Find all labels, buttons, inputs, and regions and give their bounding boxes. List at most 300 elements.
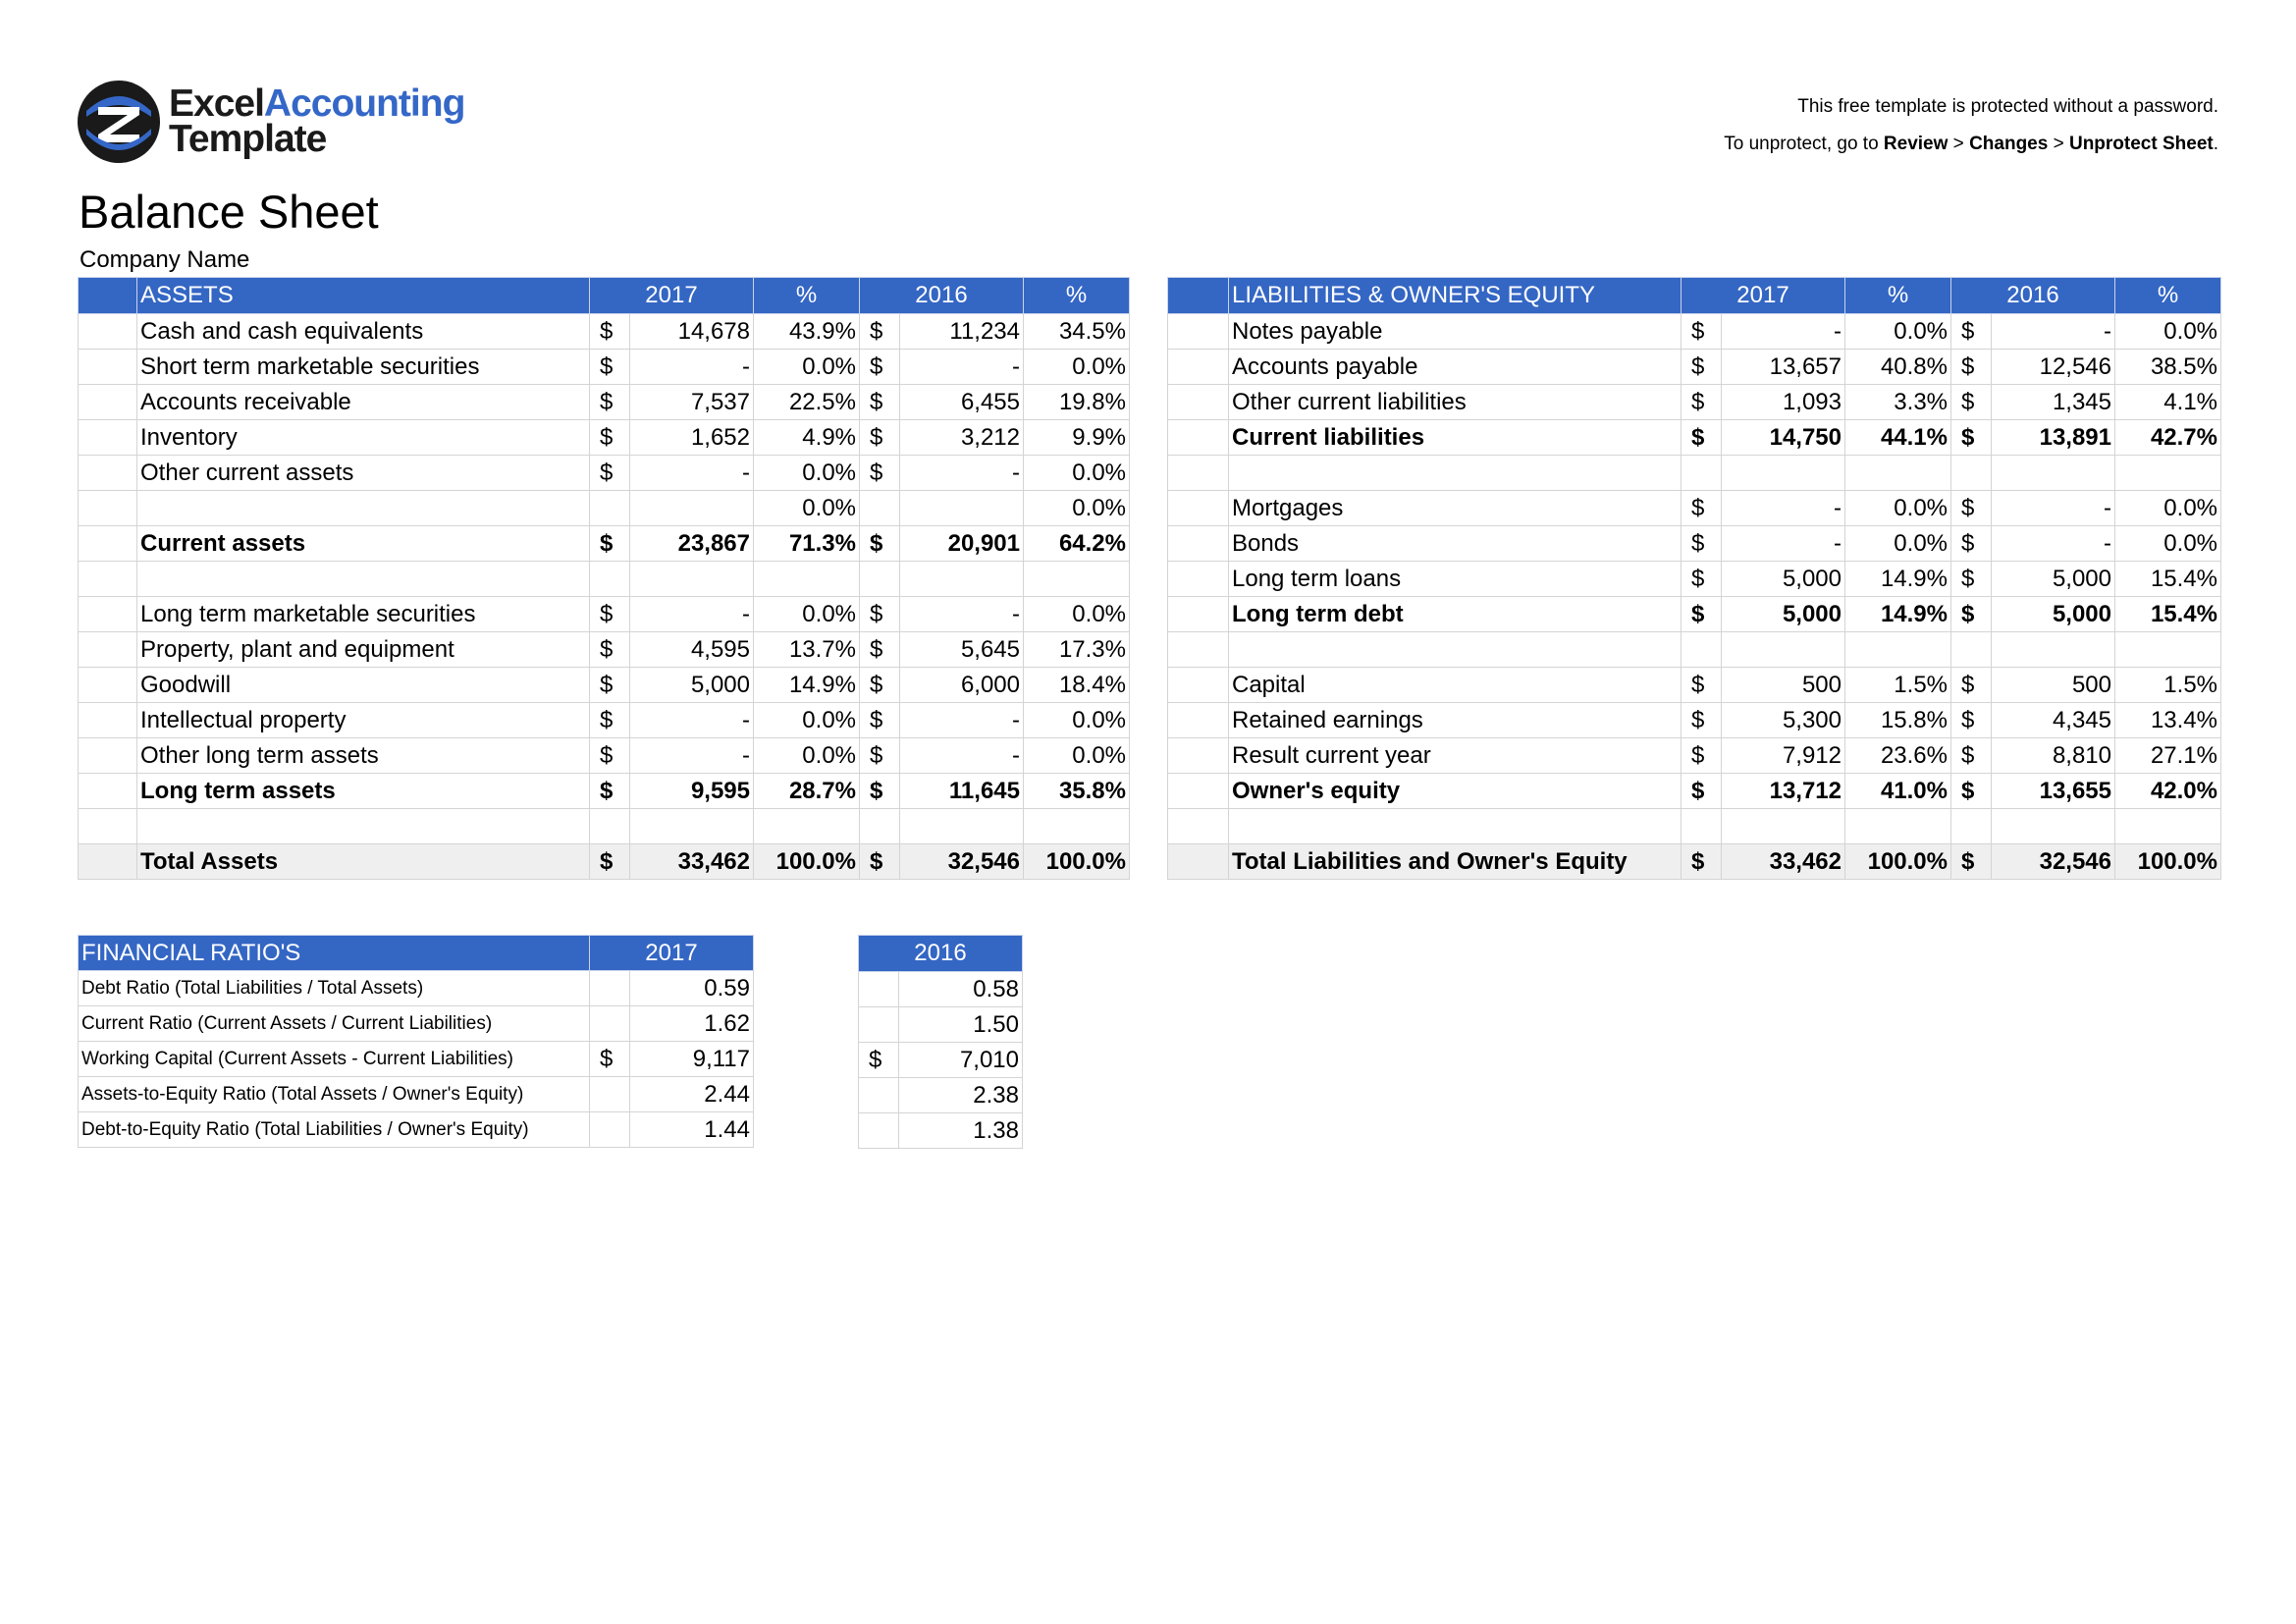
value-2016-cell[interactable] [1992,632,2115,668]
table-row [1168,526,2221,562]
ratio-row [79,1006,754,1042]
table-row [1168,385,2221,420]
row-label-cell[interactable]: Bonds [1229,526,1682,562]
total-row [79,844,1130,880]
ratios-header-row [79,936,754,971]
ratio-2017-value[interactable]: 2.44 [630,1077,754,1112]
currency-cell: $ [860,314,900,350]
value-2017-cell[interactable]: - [630,350,754,385]
value-2016-cell[interactable]: 13,655 [1992,774,2115,809]
row-label-cell[interactable]: Long term marketable securities [137,597,590,632]
percent-2017-cell: 44.1% [1845,420,1951,456]
table-row [1168,703,2221,738]
row-spacer-cell [1168,420,1229,456]
ratios-2016-header-row [859,936,1023,972]
row-spacer-cell [79,420,137,456]
percent-2016-cell: 15.4% [2115,597,2221,632]
currency-cell: $ [590,703,630,738]
row-spacer-cell [1168,809,1229,844]
ratio-2016-value[interactable]: 7,010 [899,1043,1023,1078]
currency-cell: $ [859,1043,899,1078]
percent-2017-cell: 28.7% [754,774,860,809]
subtotal-row [1168,420,2221,456]
protection-notice [1724,88,2218,163]
table-row [79,420,1130,456]
table-row [1168,562,2221,597]
row-spacer-cell [1168,526,1229,562]
ratio-2016-value[interactable]: 0.58 [899,972,1023,1007]
ratio-2017-value[interactable]: 1.44 [630,1112,754,1148]
ratio-row [859,972,1023,1007]
currency-cell: $ [590,774,630,809]
row-spacer-cell [1168,597,1229,632]
percent-2017-cell [754,562,860,597]
row-spacer-cell [1168,703,1229,738]
value-2017-cell[interactable]: 1,652 [630,420,754,456]
ratio-2016-value[interactable]: 2.38 [899,1078,1023,1113]
row-spacer-cell [1168,738,1229,774]
notice-sep: > [1948,134,1970,154]
value-2017-cell[interactable]: 500 [1722,668,1845,703]
currency-cell: $ [860,456,900,491]
value-2017-cell[interactable]: 14,678 [630,314,754,350]
value-2016-cell[interactable]: 13,891 [1992,420,2115,456]
currency-cell: $ [1951,703,1992,738]
currency-cell [1951,809,1992,844]
percent-2017-cell: 0.0% [1845,491,1951,526]
ratio-label-cell: Debt Ratio (Total Liabilities / Total Assets) [79,971,590,1006]
percent-2017-cell: 0.0% [754,703,860,738]
percent-2017-cell: 41.0% [1845,774,1951,809]
table-row [1168,456,2221,491]
percent-2016-cell: 64.2% [1024,526,1130,562]
excel-accounting-logo-icon [77,78,161,166]
assets-table [78,277,1130,880]
currency-cell: $ [1951,774,1992,809]
currency-cell: $ [1682,668,1722,703]
percent-2016-cell [2115,809,2221,844]
table-row [79,668,1130,703]
row-label-cell[interactable]: Intellectual property [137,703,590,738]
percent-2017-cell: 14.9% [1845,597,1951,632]
table-row [79,597,1130,632]
percent-2017-cell: 23.6% [1845,738,1951,774]
currency-cell [1951,632,1992,668]
value-2017-cell[interactable]: 5,000 [1722,597,1845,632]
percent-2017-cell: 22.5% [754,385,860,420]
percent-2016-cell: 0.0% [2115,526,2221,562]
percent-2017-cell: 0.0% [754,491,860,526]
ratio-label-cell: Assets-to-Equity Ratio (Total Assets / Owner's Equity) [79,1077,590,1112]
ratio-label-cell: Current Ratio (Current Assets / Current Liabilities) [79,1006,590,1042]
ratio-label-cell: Debt-to-Equity Ratio (Total Liabilities / Owner's Equity) [79,1112,590,1148]
row-label-cell[interactable]: Accounts receivable [137,385,590,420]
value-2017-cell[interactable] [630,809,754,844]
row-spacer-cell [1168,844,1229,880]
year-header: 2016 [1951,278,2115,314]
row-spacer-cell [1168,668,1229,703]
currency-cell [590,971,630,1006]
table-row [79,703,1130,738]
liabilities-table [1167,277,2221,880]
percent-2016-cell: 27.1% [2115,738,2221,774]
percent-2016-cell: 17.3% [1024,632,1130,668]
value-2017-cell[interactable] [630,491,754,526]
value-2017-cell[interactable] [630,562,754,597]
table-row [1168,632,2221,668]
row-spacer-cell [79,350,137,385]
ratio-2017-value[interactable]: 9,117 [630,1042,754,1077]
table-row [79,632,1130,668]
percent-2017-cell: 0.0% [1845,526,1951,562]
row-spacer-cell [1168,562,1229,597]
value-2016-cell[interactable]: 6,000 [900,668,1024,703]
logo [77,77,464,167]
value-2016-cell[interactable]: 8,810 [1992,738,2115,774]
currency-cell [860,491,900,526]
company-name[interactable]: Company Name [80,246,250,273]
row-spacer-cell [79,597,137,632]
ratio-2016-value[interactable]: 1.38 [899,1113,1023,1149]
row-label-cell[interactable]: Owner's equity [1229,774,1682,809]
value-2017-cell[interactable]: 33,462 [1722,844,1845,880]
percent-2017-cell: 0.0% [754,350,860,385]
row-label-cell[interactable]: Property, plant and equipment [137,632,590,668]
value-2016-cell[interactable] [900,491,1024,526]
ratio-row [79,1042,754,1077]
row-spacer-cell [79,632,137,668]
currency-cell: $ [590,668,630,703]
currency-cell: $ [1951,526,1992,562]
currency-cell: $ [590,350,630,385]
currency-cell: $ [860,668,900,703]
percent-2016-cell: 0.0% [2115,491,2221,526]
row-label-cell[interactable]: Cash and cash equivalents [137,314,590,350]
value-2016-cell[interactable]: 6,455 [900,385,1024,420]
value-2016-cell[interactable] [1992,809,2115,844]
value-2016-cell[interactable]: - [900,456,1024,491]
ratio-row [859,1043,1023,1078]
row-label-cell[interactable]: Notes payable [1229,314,1682,350]
row-spacer-cell [79,668,137,703]
currency-cell: $ [590,314,630,350]
value-2017-cell[interactable]: 5,300 [1722,703,1845,738]
notice-line-1: This free template is protected without a password. [1797,96,2218,117]
section-header-label: ASSETS [137,278,590,314]
row-label-cell[interactable] [137,562,590,597]
row-spacer-cell [79,738,137,774]
percent-2016-cell: 0.0% [1024,703,1130,738]
notice-review: Review [1883,134,1949,154]
row-spacer-cell [1168,774,1229,809]
percent-header: % [1024,278,1130,314]
row-label-cell[interactable]: Other current assets [137,456,590,491]
currency-cell: $ [860,774,900,809]
value-2016-cell[interactable]: 5,645 [900,632,1024,668]
value-2017-cell[interactable]: 13,712 [1722,774,1845,809]
currency-cell: $ [1682,738,1722,774]
percent-header: % [1845,278,1951,314]
header-spacer [1168,278,1229,314]
percent-2017-cell: 4.9% [754,420,860,456]
currency-cell: $ [1682,597,1722,632]
notice-prefix: To unprotect, go to [1724,134,1884,154]
percent-2017-cell: 40.8% [1845,350,1951,385]
value-2016-cell[interactable] [900,562,1024,597]
value-2017-cell[interactable]: 5,000 [1722,562,1845,597]
value-2017-cell[interactable]: - [1722,526,1845,562]
table-row [79,385,1130,420]
currency-cell [1682,456,1722,491]
percent-2017-cell: 100.0% [1845,844,1951,880]
value-2016-cell[interactable]: 5,000 [1992,597,2115,632]
ratio-row [859,1007,1023,1043]
value-2016-cell[interactable]: 32,546 [1992,844,2115,880]
row-spacer-cell [79,526,137,562]
row-label-cell[interactable]: Result current year [1229,738,1682,774]
currency-cell: $ [1951,350,1992,385]
currency-cell: $ [1682,385,1722,420]
value-2017-cell[interactable]: 23,867 [630,526,754,562]
row-label-cell[interactable]: Other long term assets [137,738,590,774]
ratio-row [79,971,754,1006]
table-row [79,562,1130,597]
row-label-cell[interactable]: Capital [1229,668,1682,703]
year-header: 2017 [590,936,754,971]
row-label-cell[interactable]: Short term marketable securities [137,350,590,385]
currency-cell: $ [860,420,900,456]
currency-cell: $ [1682,491,1722,526]
percent-2016-cell [1024,562,1130,597]
value-2016-cell[interactable]: - [900,597,1024,632]
logo-text-excel: Excel [169,82,264,125]
value-2017-cell[interactable] [1722,632,1845,668]
value-2016-cell[interactable]: - [1992,526,2115,562]
currency-cell: $ [860,385,900,420]
table-row [1168,809,2221,844]
table-row [1168,491,2221,526]
value-2016-cell[interactable]: 32,546 [900,844,1024,880]
year-header: 2017 [590,278,754,314]
currency-cell [1951,456,1992,491]
percent-2016-cell: 13.4% [2115,703,2221,738]
currency-cell: $ [1951,385,1992,420]
ratio-row [859,1078,1023,1113]
value-2017-cell[interactable] [1722,809,1845,844]
percent-2017-cell: 0.0% [754,597,860,632]
row-label-cell[interactable] [1229,456,1682,491]
table-row [1168,668,2221,703]
table-row [79,491,1130,526]
percent-2016-cell: 18.4% [1024,668,1130,703]
row-spacer-cell [1168,350,1229,385]
percent-2016-cell: 0.0% [1024,491,1130,526]
row-label-cell[interactable]: Long term debt [1229,597,1682,632]
value-2017-cell[interactable]: 9,595 [630,774,754,809]
header-spacer [79,278,137,314]
value-2017-cell[interactable]: 1,093 [1722,385,1845,420]
value-2016-cell[interactable]: - [1992,491,2115,526]
value-2017-cell[interactable]: 33,462 [630,844,754,880]
year-header: 2016 [859,936,1023,972]
total-row [1168,844,2221,880]
financial-ratios-2016-table [858,935,1023,1149]
value-2017-cell[interactable]: 4,595 [630,632,754,668]
value-2016-cell[interactable]: 12,546 [1992,350,2115,385]
value-2017-cell[interactable]: 7,912 [1722,738,1845,774]
table-row [79,738,1130,774]
table-row [79,456,1130,491]
row-label-cell[interactable]: Total Assets [137,844,590,880]
value-2016-cell[interactable]: 20,901 [900,526,1024,562]
currency-cell: $ [590,526,630,562]
table-row [1168,314,2221,350]
currency-cell: $ [1951,491,1992,526]
percent-2016-cell: 15.4% [2115,562,2221,597]
table-row [1168,738,2221,774]
value-2016-cell[interactable]: 1,345 [1992,385,2115,420]
header-row [1168,278,2221,314]
currency-cell: $ [1951,668,1992,703]
row-spacer-cell [79,491,137,526]
header-row [79,278,1130,314]
currency-cell: $ [860,350,900,385]
currency-cell [590,1006,630,1042]
percent-2017-cell: 1.5% [1845,668,1951,703]
value-2017-cell[interactable]: - [630,456,754,491]
currency-cell: $ [1951,597,1992,632]
currency-cell: $ [860,703,900,738]
notice-changes: Changes [1969,134,2049,154]
value-2017-cell[interactable]: 5,000 [630,668,754,703]
row-label-cell[interactable]: Long term assets [137,774,590,809]
ratio-2016-value[interactable]: 1.50 [899,1007,1023,1043]
value-2016-cell[interactable]: - [900,350,1024,385]
value-2017-cell[interactable]: - [1722,491,1845,526]
row-spacer-cell [79,314,137,350]
financial-ratios-table [78,935,754,1148]
row-label-cell[interactable]: Current liabilities [1229,420,1682,456]
value-2016-cell[interactable]: - [900,703,1024,738]
row-spacer-cell [79,456,137,491]
ratio-row [79,1112,754,1148]
percent-2017-cell: 43.9% [754,314,860,350]
notice-sep: > [2048,134,2069,154]
currency-cell: $ [1951,314,1992,350]
currency-cell: $ [1951,562,1992,597]
percent-2017-cell [1845,632,1951,668]
row-label-cell[interactable]: Long term loans [1229,562,1682,597]
currency-cell: $ [590,597,630,632]
row-label-cell[interactable] [1229,809,1682,844]
year-header: 2017 [1682,278,1845,314]
row-label-cell[interactable]: Other current liabilities [1229,385,1682,420]
percent-2016-cell [2115,632,2221,668]
notice-unprotect: Unprotect Sheet [2068,134,2214,154]
page-title: Balance Sheet [79,186,379,238]
value-2017-cell[interactable]: 14,750 [1722,420,1845,456]
percent-header: % [2115,278,2221,314]
percent-2016-cell: 0.0% [1024,597,1130,632]
value-2017-cell[interactable]: 7,537 [630,385,754,420]
value-2017-cell[interactable]: - [1722,314,1845,350]
subtotal-row [79,526,1130,562]
value-2016-cell[interactable] [1992,456,2115,491]
row-label-cell[interactable] [137,809,590,844]
currency-cell: $ [860,738,900,774]
ratio-row [79,1077,754,1112]
value-2016-cell[interactable]: 500 [1992,668,2115,703]
value-2016-cell[interactable]: - [1992,314,2115,350]
value-2017-cell[interactable] [1722,456,1845,491]
row-label-cell[interactable]: Inventory [137,420,590,456]
ratio-2017-value[interactable]: 1.62 [630,1006,754,1042]
currency-cell: $ [1682,420,1722,456]
value-2016-cell[interactable]: 4,345 [1992,703,2115,738]
subtotal-row [1168,597,2221,632]
percent-2017-cell [1845,456,1951,491]
ratios-header-label: FINANCIAL RATIO'S [79,936,590,971]
row-label-cell[interactable]: Current assets [137,526,590,562]
currency-cell: $ [590,420,630,456]
row-label-cell[interactable]: Retained earnings [1229,703,1682,738]
value-2017-cell[interactable]: - [630,703,754,738]
percent-2016-cell: 1.5% [2115,668,2221,703]
currency-cell [1682,632,1722,668]
value-2017-cell[interactable]: - [630,597,754,632]
value-2016-cell[interactable]: 11,645 [900,774,1024,809]
row-label-cell[interactable] [1229,632,1682,668]
ratio-2017-value[interactable]: 0.59 [630,971,754,1006]
currency-cell: $ [1951,420,1992,456]
percent-2016-cell: 4.1% [2115,385,2221,420]
row-label-cell[interactable]: Total Liabilities and Owner's Equity [1229,844,1682,880]
percent-2016-cell: 0.0% [2115,314,2221,350]
year-header: 2016 [860,278,1024,314]
row-label-cell[interactable]: Accounts payable [1229,350,1682,385]
percent-2016-cell: 35.8% [1024,774,1130,809]
table-row [79,350,1130,385]
row-label-cell[interactable]: Goodwill [137,668,590,703]
currency-cell: $ [590,456,630,491]
currency-cell: $ [590,738,630,774]
currency-cell: $ [1682,703,1722,738]
value-2017-cell[interactable]: - [630,738,754,774]
row-spacer-cell [1168,385,1229,420]
ratio-label-cell: Working Capital (Current Assets - Current Liabilities) [79,1042,590,1077]
value-2016-cell[interactable]: - [900,738,1024,774]
currency-cell: $ [590,844,630,880]
currency-cell [590,1112,630,1148]
row-label-cell[interactable] [137,491,590,526]
row-spacer-cell [1168,632,1229,668]
table-row [1168,350,2221,385]
percent-2016-cell: 9.9% [1024,420,1130,456]
percent-2017-cell: 14.9% [1845,562,1951,597]
value-2016-cell[interactable]: 11,234 [900,314,1024,350]
currency-cell: $ [1682,562,1722,597]
currency-cell: $ [1951,844,1992,880]
value-2017-cell[interactable]: 13,657 [1722,350,1845,385]
row-label-cell[interactable]: Mortgages [1229,491,1682,526]
currency-cell [590,562,630,597]
currency-cell [590,491,630,526]
value-2016-cell[interactable]: 3,212 [900,420,1024,456]
value-2016-cell[interactable] [900,809,1024,844]
value-2016-cell[interactable]: 5,000 [1992,562,2115,597]
row-spacer-cell [79,809,137,844]
percent-2016-cell: 0.0% [1024,456,1130,491]
